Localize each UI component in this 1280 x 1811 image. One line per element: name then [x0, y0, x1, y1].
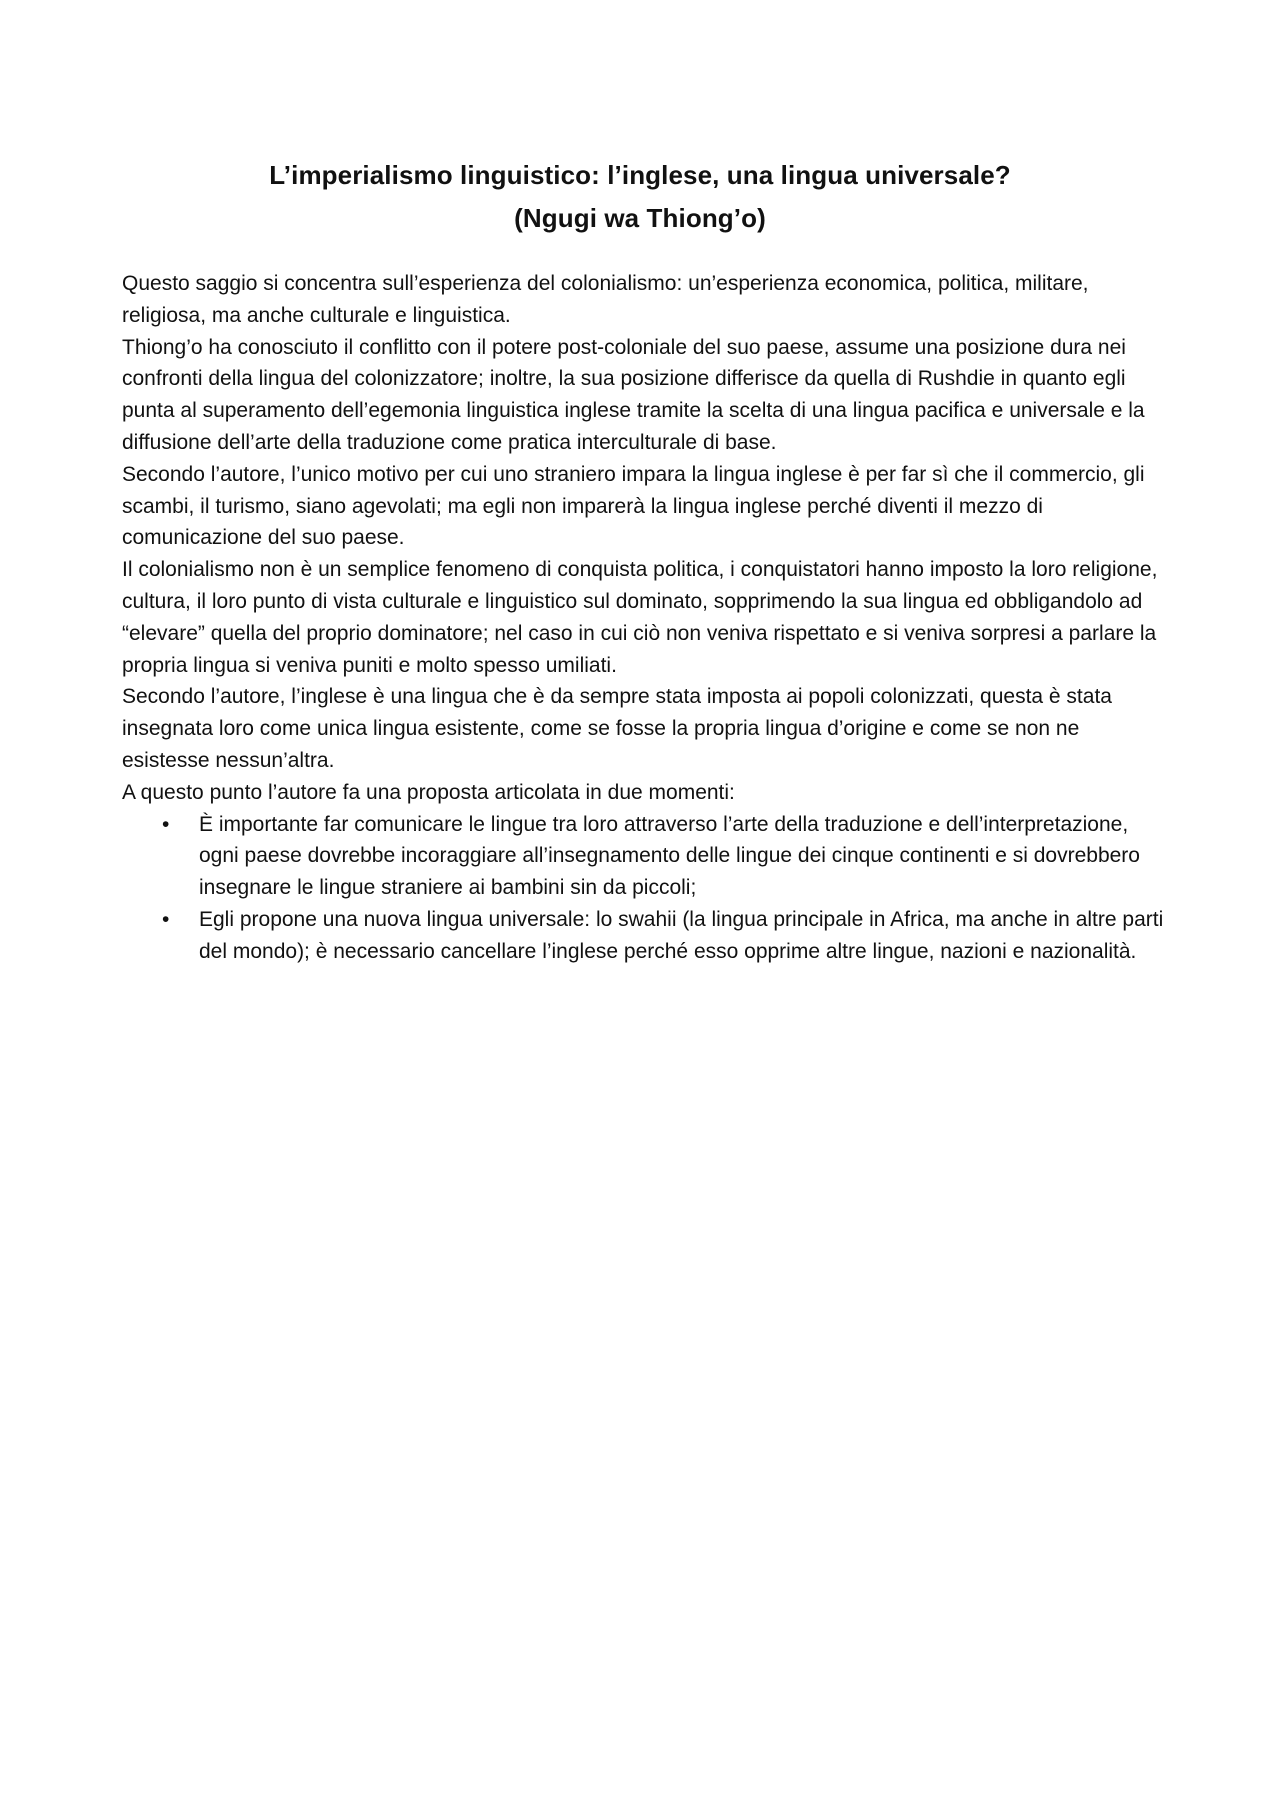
list-item-text: Egli propone una nuova lingua universale: lo swahii (la lingua principale in Africa, ma anche in altre parti del mondo); è necessario cancellare l’inglese perché esso opprime altre lingue, nazioni e nazionalità. [199, 907, 1164, 963]
proposal-bullet-list [122, 809, 1172, 968]
document-body [122, 268, 1172, 968]
paragraph-english-motive: Secondo l’autore, l’unico motivo per cui uno straniero impara la lingua inglese è per far sì che il commercio, gli scambi, il turismo, siano agevolati; ma egli non imparerà la lingua inglese perché diventi il mezzo di comunicazione del suo paese. [122, 462, 1145, 550]
list-item-text: È importante far comunicare le lingue tra loro attraverso l’arte della traduzione e dell’interpretazione, ogni paese dovrebbe incoraggiare all’insegnamento delle lingue dei cinque continenti e si dovrebbero insegnare le lingue straniere ai bambini sin da piccoli; [199, 812, 1140, 900]
bullet-icon: • [162, 907, 170, 931]
list-item [122, 904, 1172, 968]
list-item [122, 809, 1172, 904]
paragraph-english-imposed: Secondo l’autore, l’inglese è una lingua che è da sempre stata imposta ai popoli colonizzati, questa è stata insegnata loro come unica lingua esistente, come se fosse la propria lingua d’origine e come se non ne esistesse nessun’altra. [122, 685, 1112, 772]
paragraph-proposal-intro: A questo punto l’autore fa una proposta articolata in due momenti: [122, 780, 735, 804]
paragraph-colonialism: Il colonialismo non è un semplice fenomeno di conquista politica, i conquistatori hanno imposto la loro religione, cultura, il loro punto di vista culturale e linguistico sul dominato, sopprimendo la sua lingua ed obbligandolo ad “elevare” quella del proprio dominatore; nel caso in cui ciò non veniva rispettato e si veniva sorpresi a parlare la propria lingua si veniva puniti e molto spesso umiliati. [122, 558, 1158, 677]
title-line-2: (Ngugi wa Thiong’o) [514, 203, 766, 233]
document-title [0, 154, 1280, 240]
title-line-1: L’imperialismo linguistico: l’inglese, una lingua universale? [269, 160, 1011, 190]
bullet-icon: • [162, 812, 170, 836]
paragraph-thiongo-position: Thiong’o ha conosciuto il conflitto con il potere post-coloniale del suo paese, assume una posizione dura nei confronti della lingua del colonizzatore; inoltre, la sua posizione differisce da quella di Rushdie in quanto egli punta al superamento dell’egemonia linguistica inglese tramite la scelta di una lingua pacifica e universale e la diffusione dell’arte della traduzione come pratica interculturale di base. [122, 335, 1145, 454]
paragraph-intro: Questo saggio si concentra sull’esperienza del colonialismo: un’esperienza economica, politica, militare, religiosa, ma anche culturale e linguistica. [122, 272, 1089, 327]
